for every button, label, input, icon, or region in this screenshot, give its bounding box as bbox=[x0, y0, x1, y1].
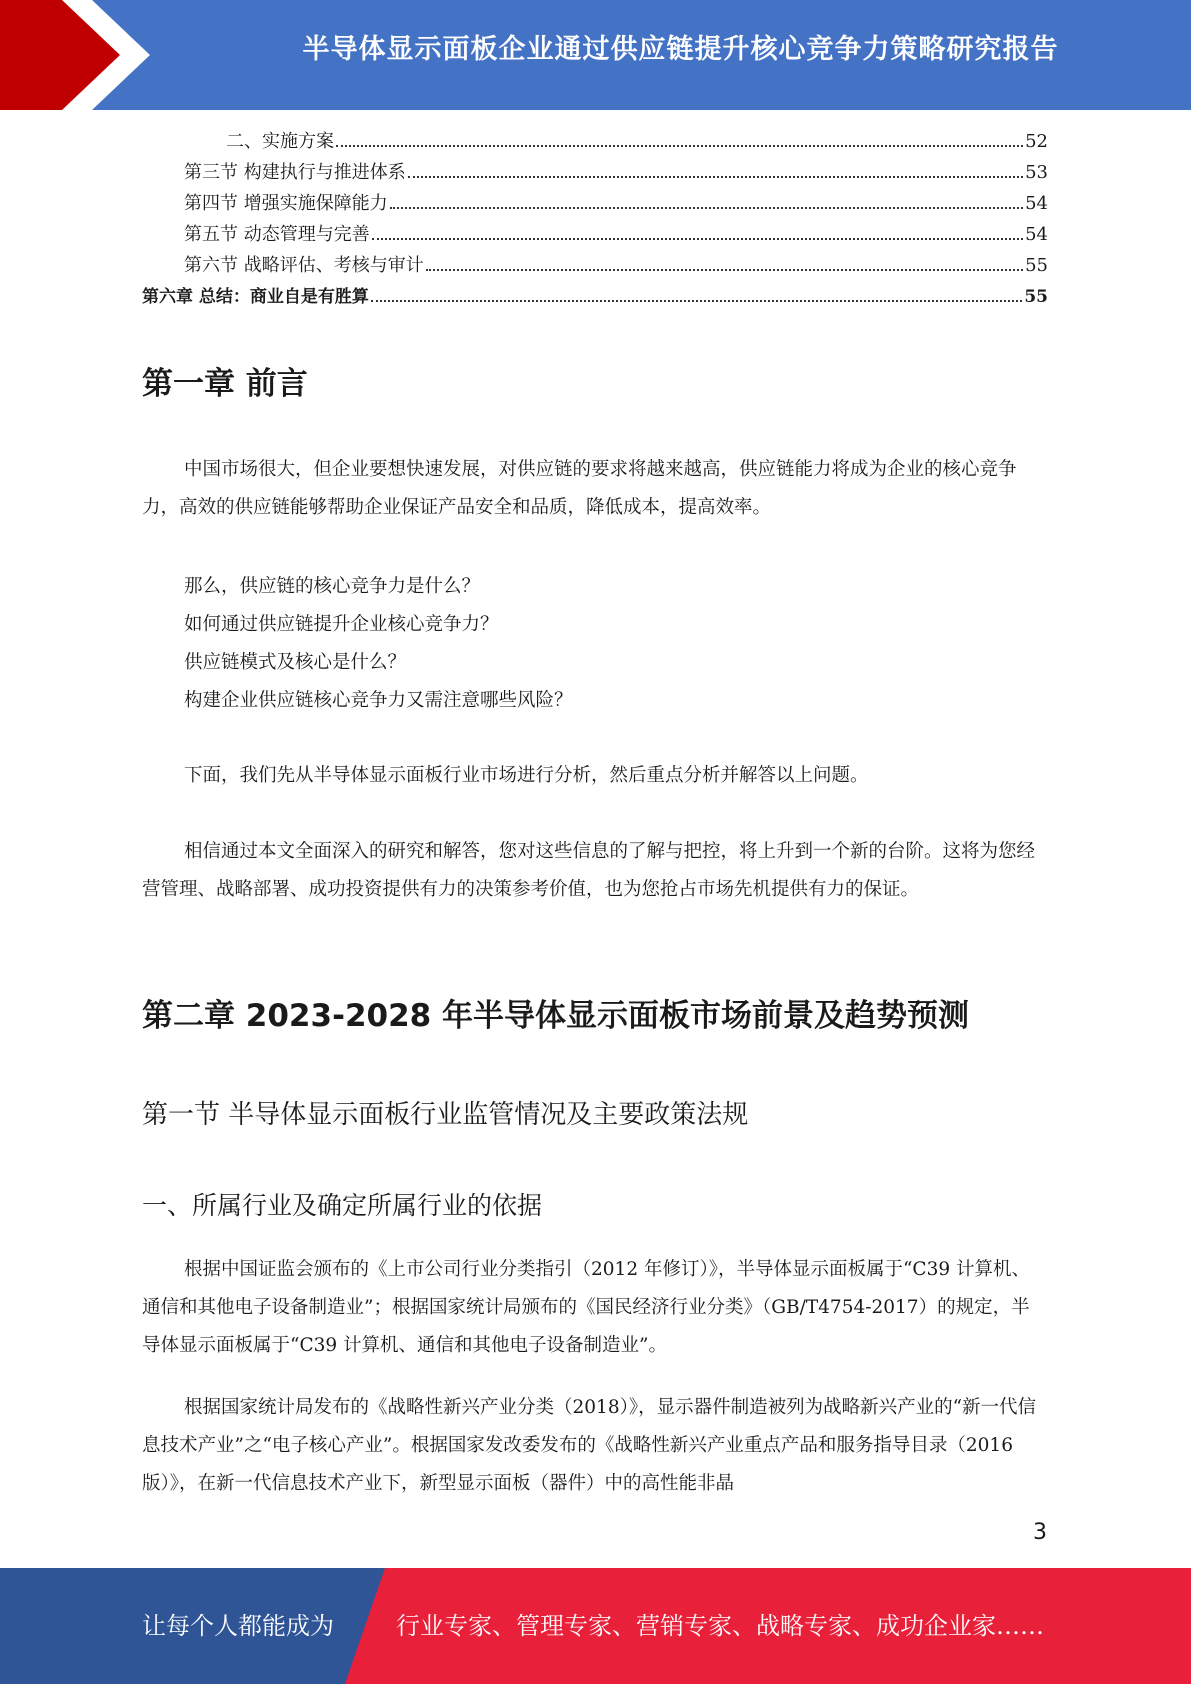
chapter-2-heading: 第二章 2023-2028 年半导体显示面板市场前景及趋势预测 bbox=[142, 998, 970, 1034]
toc-entry-label: 第六章 总结：商业自是有胜算 bbox=[142, 287, 369, 307]
chapter-2-paragraph: 根据国家统计局发布的《战略性新兴产业分类（2018）》，显示器件制造被列为战略新兴产业的“新一代信息技术产业”之“电子核心产业”。根据国家发改委发布的《战略性新兴产业重点产品和服务指导目录（2016 版）》，在新一代信息技术产业下，新型显示面板（器件）中的高性能非晶 bbox=[142, 1397, 1037, 1494]
question-item: 那么，供应链的核心竞争力是什么？ bbox=[184, 576, 481, 597]
toc-leader bbox=[372, 238, 1023, 240]
toc-entry[interactable] bbox=[142, 127, 1048, 158]
toc-leader bbox=[371, 300, 1022, 302]
toc-leader bbox=[390, 207, 1023, 209]
page-footer bbox=[0, 1568, 1191, 1684]
footer-slogan-left: 让每个人都能成为 bbox=[142, 1612, 334, 1640]
toc-entry[interactable] bbox=[142, 158, 1048, 189]
toc-entry[interactable] bbox=[142, 220, 1048, 251]
toc-entry-page: 53 bbox=[1025, 162, 1048, 183]
table-of-contents bbox=[142, 127, 1048, 313]
toc-entry[interactable] bbox=[142, 189, 1048, 220]
page-header bbox=[0, 0, 1191, 110]
question-item: 构建企业供应链核心竞争力又需注意哪些风险？ bbox=[184, 690, 573, 711]
toc-entry-page: 52 bbox=[1025, 131, 1048, 152]
toc-entry[interactable] bbox=[142, 251, 1048, 282]
toc-entry-label: 第四节 增强实施保障能力 bbox=[184, 193, 388, 214]
footer-slogan-right: 行业专家、管理专家、营销专家、战略专家、成功企业家…… bbox=[396, 1612, 1044, 1640]
toc-leader bbox=[408, 176, 1023, 178]
page-number: 3 bbox=[1033, 1520, 1047, 1545]
toc-leader bbox=[336, 145, 1023, 147]
toc-entry-page: 54 bbox=[1025, 193, 1048, 214]
chapter-1-paragraph: 下面，我们先从半导体显示面板行业市场进行分析，然后重点分析并解答以上问题。 bbox=[184, 765, 869, 786]
question-item: 供应链模式及核心是什么？ bbox=[184, 652, 407, 673]
chapter-1-paragraph: 相信通过本文全面深入的研究和解答，您对这些信息的了解与把控，将上升到一个新的台阶。这将为您经营管理、战略部署、成功投资提供有力的决策参考价值，也为您抢占市场先机提供有力的保证。 bbox=[142, 841, 1036, 900]
toc-entry-label: 二、实施方案 bbox=[226, 131, 334, 152]
report-title: 半导体显示面板企业通过供应链提升核心竞争力策略研究报告 bbox=[302, 34, 1059, 65]
chapter-1-paragraph: 中国市场很大，但企业要想快速发展，对供应链的要求将越来越高，供应链能力将成为企业的核心竞争力，高效的供应链能够帮助企业保证产品安全和品质，降低成本，提高效率。 bbox=[142, 459, 1017, 518]
toc-entry-page: 55 bbox=[1025, 255, 1048, 276]
toc-entry-label: 第五节 动态管理与完善 bbox=[184, 224, 370, 245]
toc-entry-page: 55 bbox=[1024, 287, 1048, 307]
toc-entry-page: 54 bbox=[1025, 224, 1048, 245]
chapter-1-heading: 第一章 前言 bbox=[142, 366, 308, 402]
question-list bbox=[184, 568, 573, 720]
toc-entry[interactable] bbox=[142, 282, 1048, 313]
toc-entry-label: 第三节 构建执行与推进体系 bbox=[184, 162, 406, 183]
toc-leader bbox=[426, 269, 1023, 271]
subsection-heading: 一、所属行业及确定所属行业的依据 bbox=[142, 1191, 543, 1220]
section-heading: 第一节 半导体显示面板行业监管情况及主要政策法规 bbox=[142, 1100, 749, 1130]
chapter-2-paragraph: 根据中国证监会颁布的《上市公司行业分类指引（2012 年修订）》，半导体显示面板属于“C39 计算机、通信和其他电子设备制造业”；根据国家统计局颁布的《国民经济行业分类》（GB/T4754-2017）的规定，半导体显示面板属于“C39 计算机、通信和其他电子设备制造业”。 bbox=[142, 1259, 1030, 1356]
toc-entry-label: 第六节 战略评估、考核与审计 bbox=[184, 255, 424, 276]
question-item: 如何通过供应链提升企业核心竞争力？ bbox=[184, 614, 499, 635]
